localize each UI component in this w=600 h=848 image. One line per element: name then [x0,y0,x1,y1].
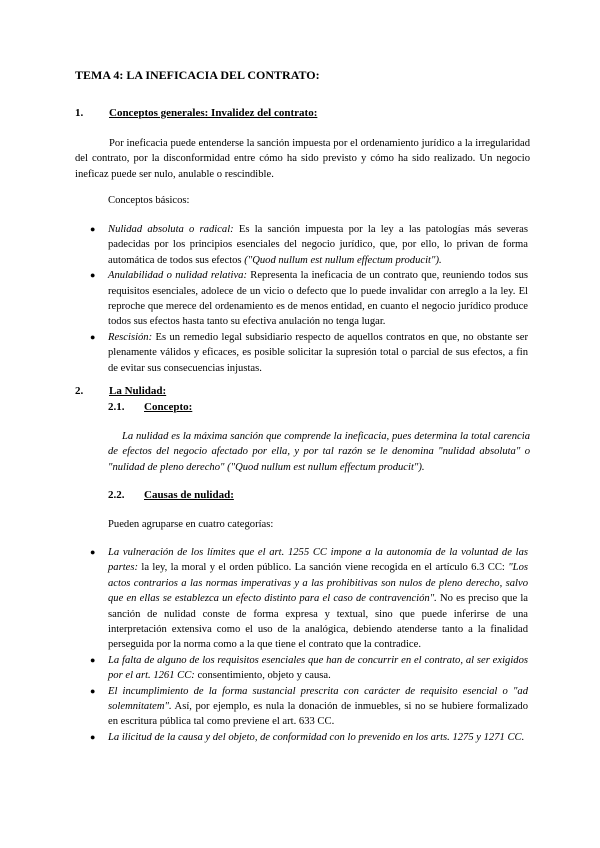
section-1-intro: Por ineficacia puede entenderse la sanción impuesta por el ordenamiento jurídico a la irregularidad del contrato, por la disconformidad entre cómo ha sido previsto y cómo ha sido realizado. Un negocio ineficaz puede ser nulo, anulable o rescindible. [75,138,530,180]
bullet-icon: ● [90,685,96,696]
section-2-heading [75,384,167,399]
section-2-title: La Nulidad: [109,385,167,397]
subsection-2-1-title: Concepto: [144,401,193,413]
section-1-number: 1. [75,107,84,119]
subsection-2-2-title: Causas de nulidad: [144,489,234,501]
document-title: TEMA 4: LA INEFICACIA DEL CONTRATO: [75,68,320,82]
cause-text: consentimiento, objeto y causa. [194,670,331,682]
causes-intro: Pueden agruparse en cuatro categorías: [108,519,274,530]
section-2-number: 2. [75,385,84,397]
list-item [90,268,528,330]
bullet-icon: ● [90,224,96,234]
concept-paragraph: La nulidad es la máxima sanción que comprende la ineficacia, pues determina la total carencia de efectos del negocio afectado por ella, y por tal razón se le denomina "nulidad absoluta" o "nulidad de pleno derecho" ("Quod nullum est nullum effectum producit"). [108,431,530,473]
term: Nulidad absoluta o radical: [108,224,234,235]
cause-quote: "Los actos contrarios a las normas imperativas y a las prohibitivas son nulos de pleno derecho, salvo que en ellas se establezca un efecto distinto para el caso de contravención". [108,562,528,605]
latin-quote: ("Quod nullum est nullum effectum producit"). [244,254,442,266]
subsection-2-2-heading [108,488,234,503]
list-item [90,545,528,653]
bullet-icon: ● [90,654,96,665]
section-1-heading [75,106,318,121]
bullet-icon: ● [90,331,96,342]
subsection-2-1-number: 2.1. [108,401,125,413]
subsection-2-1-heading [108,400,193,415]
term: Anulabilidad o nulidad relativa: [108,270,247,282]
section-1-title: Conceptos generales: Invalidez del contrato: [109,107,318,119]
list-item [90,330,528,376]
list-item [90,684,528,730]
bullet-icon: ● [90,731,96,742]
cause-text: la ley, la moral y el orden público. La sanción viene recogida en el artículo 6.3 CC: [138,562,509,574]
definition: Es un remedio legal subsidiario respecto de aquellos contratos en que, no obstante ser plenamente válidos y eficaces, es posible solicitar la supresión total o parcial de sus efectos, a fin de evitar sus consecuencias injustas. [108,331,528,374]
definition: Es la sanción impuesta por la ley a las patologías más severas padecidas por los principios esenciales del negocio jurídico, que, por ello, lo privan de forma automática de todos sus efectos [108,224,528,266]
cause-title: El incumplimiento de la forma sustancial prescrita con carácter de requisito esencial o "ad solemnitatem". [108,685,528,713]
term: Rescisión: [108,331,153,343]
bullet-icon: ● [90,270,96,281]
causes-list [90,545,528,745]
cause-text-continued: No es preciso que la sanción de nulidad conste de forma expresa y textual, sino que puede inferirse de una interpretación extensiva como el uso de la analógica, debiendo atenderse tanto a la finalidad perseguida por la norma como a la que tiene el contrato que la contradice. [108,593,528,651]
definition: Representa la ineficacia de un contrato que, reuniendo todos sus requisitos esenciales, adolece de un vicio o defecto que lo puede invalidar con arreglo a la ley. El reproche que merece del ordenamiento es de menos entidad, en cuanto el negocio jurídico produce todos sus efectos hasta tanto su efectiva anulación no tenga lugar. [108,270,528,328]
list-item [90,222,528,268]
cause-title: La vulneración de los límites que el art. 1255 CC impone a la autonomía de la voluntad de las partes: [108,547,528,574]
cause-title: La ilicitud de la causa y del objeto, de conformidad con lo prevenido en los arts. 1275 y 1271 CC. [108,731,525,743]
subsection-2-2-number: 2.2. [108,489,125,501]
list-item [90,730,528,745]
cause-text: Así, por ejemplo, es nula la donación de inmuebles, si no se hubiere formalizado en escritura pública tal como previene el art. 633 CC. [108,701,528,728]
bullet-icon: ● [90,547,96,557]
cause-title: La falta de alguno de los requisitos esenciales que han de concurrir en el contrato, al ser exigidos por el art. 1261 CC: [108,654,528,682]
basic-concepts-label: Conceptos básicos: [108,195,190,206]
list-item [90,653,528,684]
basic-concepts-list [90,222,528,376]
